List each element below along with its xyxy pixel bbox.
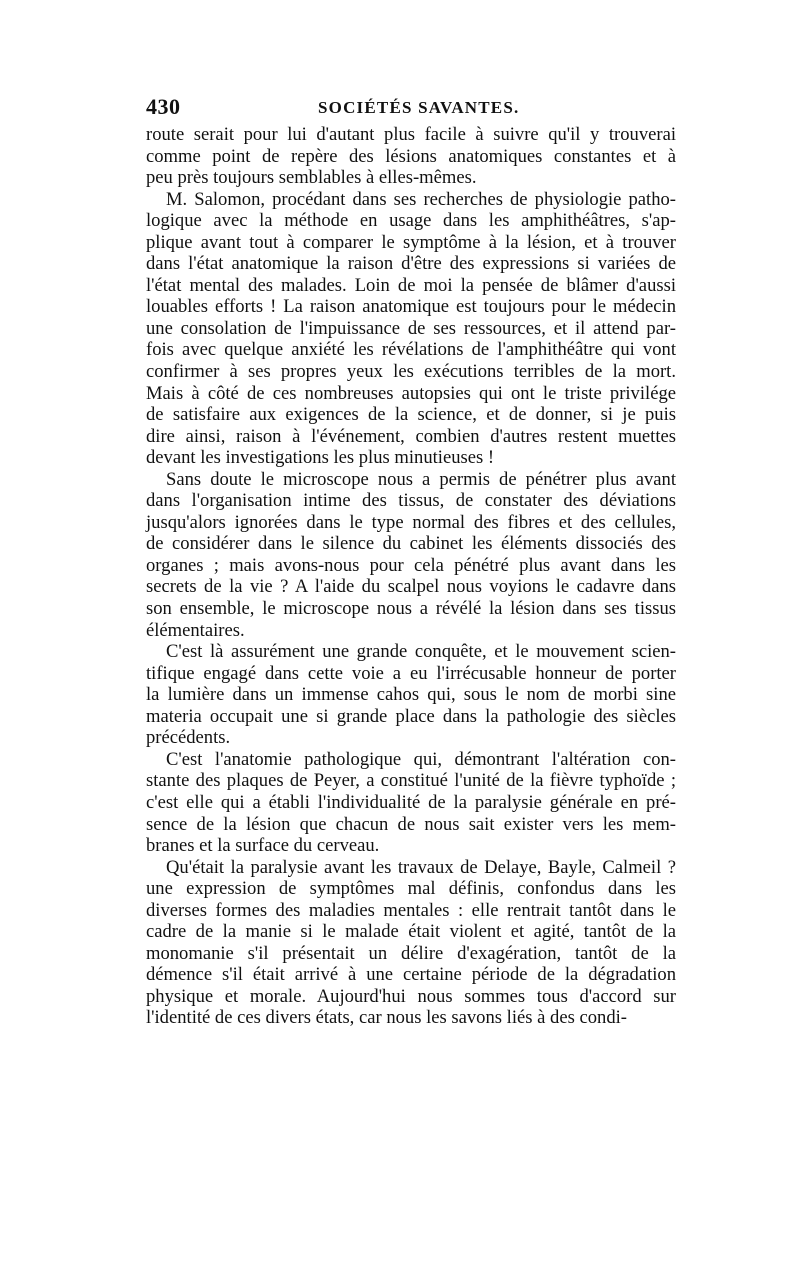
page-number: 430 (146, 94, 181, 119)
text-line: branes et la surface du cerveau. (146, 835, 380, 857)
text-line: c'est elle qui a établi l'individualité de la paralysie générale en pré- (146, 791, 676, 813)
text-line: peu près toujours semblables à elles-mêmes. (146, 167, 477, 189)
text-line: la lumière dans un immense cahos qui, sous le nom de morbi sine (146, 684, 676, 706)
paragraph (146, 641, 676, 749)
paragraph (146, 857, 676, 1029)
text-line: monomanie s'il présentait un délire d'exagération, tantôt de la (146, 942, 676, 964)
text-line: démence s'il était arrivé à une certaine période de la dégradation (146, 964, 676, 986)
text-line: l'identité de ces divers états, car nous les savons liés à des condi- (146, 1007, 627, 1029)
text-line: de considérer dans le silence du cabinet les éléments dissociés des (146, 533, 676, 555)
text-line: son ensemble, le microscope nous a révélé la lésion dans ses tissus (146, 598, 676, 620)
text-line: tifique engagé dans cette voie a eu l'irrécusable honneur de porter (146, 662, 676, 684)
text-line: diverses formes des maladies mentales : elle rentrait tantôt dans le (146, 899, 676, 921)
text-line: M. Salomon, procédant dans ses recherches de physiologie patho- (166, 188, 676, 210)
text-line: cadre de la manie si le malade était violent et agité, tantôt de la (146, 921, 676, 943)
text-line: dans l'organisation intime des tissus, de constater des déviations (146, 490, 676, 512)
text-line: confirmer à ses propres yeux les exécutions terribles de la mort. (146, 361, 676, 383)
text-line: devant les investigations les plus minutieuses ! (146, 447, 495, 469)
text-line: jusqu'alors ignorées dans le type normal des fibres et des cellules, (146, 511, 676, 533)
text-line: fois avec quelque anxiété les révélations de l'amphithéâtre qui vont (146, 339, 676, 361)
text-line: une expression de symptômes mal définis, confondus dans les (146, 878, 676, 900)
running-title: SOCIÉTÉS SAVANTES. (318, 98, 520, 117)
text-line: dans l'état anatomique la raison d'être des expressions si variées de (146, 253, 676, 275)
text-line: précédents. (146, 727, 231, 749)
text-line: C'est l'anatomie pathologique qui, démontrant l'altération con- (166, 748, 676, 770)
text-line: logique avec la méthode en usage dans les amphithéâtres, s'ap- (146, 210, 676, 232)
paragraph (146, 189, 676, 469)
text-line: Mais à côté de ces nombreuses autopsies qui ont le triste privilége (146, 382, 676, 404)
text-line: physique et morale. Aujourd'hui nous sommes tous d'accord sur (146, 985, 676, 1007)
text-line: route serait pour lui d'autant plus facile à suivre qu'il y trouverai (146, 124, 676, 145)
text-line: Qu'était la paralysie avant les travaux de Delaye, Bayle, Calmeil ? (166, 856, 676, 878)
text-line: l'état mental des malades. Loin de moi la pensée de blâmer d'aussi (146, 274, 676, 296)
text-line: stante des plaques de Peyer, a constitué l'unité de la fièvre typhoïde ; (146, 770, 676, 792)
text-line: louables efforts ! La raison anatomique est toujours pour le médecin (146, 296, 676, 318)
body-text (146, 124, 676, 1029)
text-line: plique avant tout à comparer le symptôme à la lésion, et à trouver (146, 231, 676, 253)
text-line: Sans doute le microscope nous a permis de pénétrer plus avant (166, 468, 676, 490)
text-line: élémentaires. (146, 619, 245, 641)
text-line: comme point de repère des lésions anatomiques constantes et à (146, 145, 676, 167)
text-line: organes ; mais avons-nous pour cela pénétré plus avant dans les (146, 554, 676, 576)
page-header (146, 94, 676, 120)
paragraph (146, 749, 676, 857)
text-line: secrets de la vie ? A l'aide du scalpel nous voyions le cadavre dans (146, 576, 676, 598)
text-line: sence de la lésion que chacun de nous sait exister vers les mem- (146, 813, 676, 835)
text-line: C'est là assurément une grande conquête, et le mouvement scien- (166, 641, 676, 663)
text-line: une consolation de l'impuissance de ses ressources, et il attend par- (146, 317, 676, 339)
text-line: dire ainsi, raison à l'événement, combien d'autres restent muettes (146, 425, 676, 447)
text-line: de satisfaire aux exigences de la science, et de donner, si je puis (146, 404, 676, 426)
paragraph (146, 124, 676, 189)
paragraph (146, 469, 676, 641)
text-line: materia occupait une si grande place dans la pathologie des siècles (146, 705, 676, 727)
